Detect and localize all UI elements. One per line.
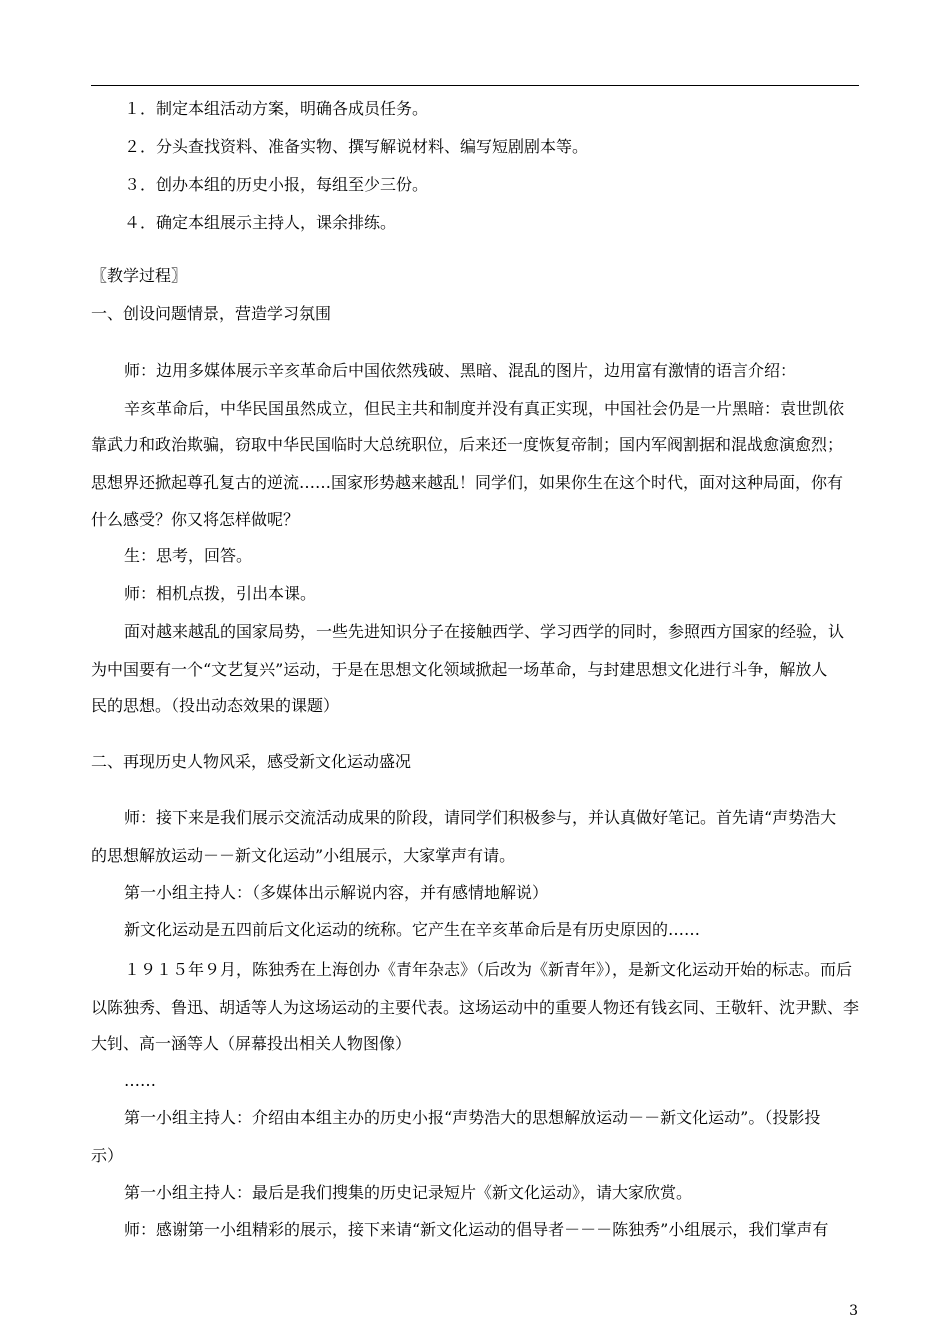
part2-title: 二、再现历史人物风采，感受新文化运动盛况 bbox=[91, 752, 412, 771]
prep-step-3: ３．创办本组的历史小报，每组至少三份。 bbox=[124, 175, 429, 194]
prep-step-1: １．制定本组活动方案，明确各成员任务。 bbox=[124, 99, 429, 118]
section-heading: 〖教学过程〗 bbox=[91, 266, 188, 285]
paragraph-line: 辛亥革命后，中华民国虽然成立，但民主共和制度并没有真正实现，中国社会仍是一片黑暗：袁世凯依 bbox=[124, 399, 845, 418]
paragraph-line: 面对越来越乱的国家局势，一些先进知识分子在接触西学、学习西学的同时，参照西方国家的经验，认 bbox=[124, 622, 845, 641]
paragraph-line: 为中国要有一个“文艺复兴”运动，于是在思想文化领域掀起一场革命，与封建思想文化进行斗争，解放人 bbox=[91, 660, 828, 679]
paragraph-line: 师：相机点拨，引出本课。 bbox=[124, 584, 317, 603]
paragraph-line: 大钊、高一涵等人（屏幕投出相关人物图像） bbox=[91, 1034, 412, 1053]
paragraph-line: 师：感谢第一小组精彩的展示，接下来请“新文化运动的倡导者－－－陈独秀”小组展示，我们掌声有 bbox=[124, 1220, 829, 1239]
paragraph-line: 第一小组主持人：（多媒体出示解说内容，并有感情地解说） bbox=[124, 883, 549, 902]
paragraph-line: １９１５年９月，陈独秀在上海创办《青年杂志》（后改为《新青年》），是新文化运动开始的标志。而后 bbox=[124, 960, 853, 979]
part1-title: 一、创设问题情景，营造学习氛围 bbox=[91, 304, 332, 323]
paragraph-line: 师：边用多媒体展示辛亥革命后中国依然残破、黑暗、混乱的图片，边用富有激情的语言介绍： bbox=[124, 361, 797, 380]
page-number: 3 bbox=[849, 1303, 858, 1319]
paragraph-line: 新文化运动是五四前后文化运动的统称。它产生在辛亥革命后是有历史原因的…… bbox=[124, 920, 701, 939]
header-rule bbox=[91, 85, 859, 86]
paragraph-line: 靠武力和政治欺骗，窃取中华民国临时大总统职位，后来还一度恢复帝制；国内军阀割据和混战愈演愈烈； bbox=[91, 435, 844, 454]
paragraph-line: 师：接下来是我们展示交流活动成果的阶段，请同学们积极参与，并认真做好笔记。首先请“声势浩大 bbox=[124, 808, 837, 827]
prep-step-4: ４．确定本组展示主持人，课余排练。 bbox=[124, 213, 397, 232]
paragraph-line: 生：思考，回答。 bbox=[124, 546, 253, 565]
paragraph-line: …… bbox=[124, 1071, 156, 1090]
paragraph-line: 以陈独秀、鲁迅、胡适等人为这场运动的主要代表。这场运动中的重要人物还有钱玄同、王敬轩、沈尹默、李 bbox=[91, 998, 860, 1017]
paragraph-line: 民的思想。（投出动态效果的课题） bbox=[91, 696, 340, 715]
paragraph-line: 的思想解放运动－－新文化运动”小组展示，大家掌声有请。 bbox=[91, 846, 516, 865]
paragraph-line: 第一小组主持人：最后是我们搜集的历史记录短片《新文化运动》，请大家欣赏。 bbox=[124, 1183, 693, 1202]
paragraph-line: 示） bbox=[91, 1146, 124, 1165]
paragraph-line: 思想界还掀起尊孔复古的逆流……国家形势越来越乱！同学们，如果你生在这个时代，面对这种局面，你有 bbox=[91, 473, 844, 492]
prep-step-2: ２．分头查找资料、准备实物、撰写解说材料、编写短剧剧本等。 bbox=[124, 137, 589, 156]
paragraph-line: 什么感受？你又将怎样做呢？ bbox=[91, 510, 300, 529]
paragraph-line: 第一小组主持人：介绍由本组主办的历史小报“声势浩大的思想解放运动－－新文化运动”。（投影投 bbox=[124, 1108, 821, 1127]
